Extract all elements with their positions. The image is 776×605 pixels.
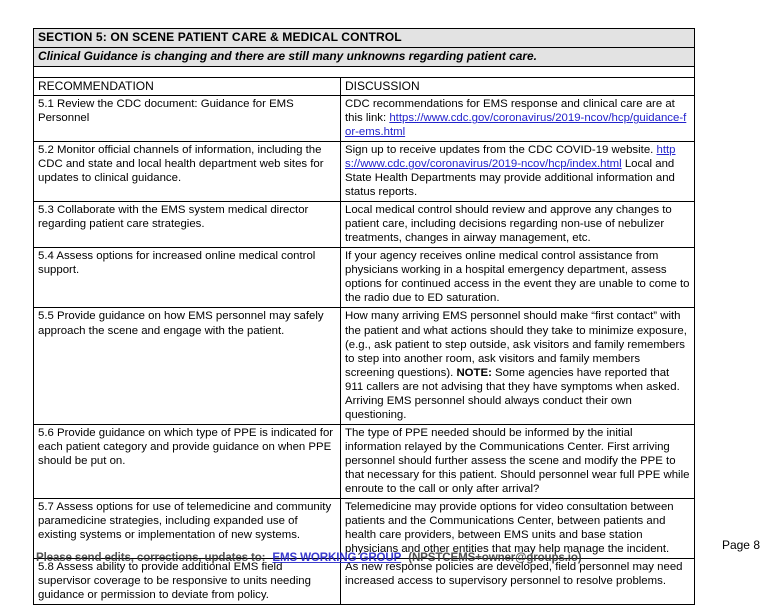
- table-row: [34, 96, 695, 142]
- recommendation-cell: 5.1 Review the CDC document: Guidance for EMS Personnel: [34, 96, 341, 142]
- table-row: [34, 142, 695, 202]
- recommendation-cell: 5.7 Assess options for use of telemedicine and community paramedicine strategies, including expanded use of existing systems or implementation of new systems.: [34, 498, 341, 558]
- ems-working-group-link[interactable]: EMS WORKING GROUP: [272, 551, 402, 564]
- table-row: [34, 202, 695, 248]
- footer-email: (NPSTCEMS+owner@groups.io): [408, 551, 582, 564]
- discussion-text-after: Local and State Health Departments may provide additional information and status reports.: [345, 158, 675, 199]
- recommendation-cell: 5.4 Assess options for increased online medical control support.: [34, 248, 341, 308]
- column-header-row: [34, 77, 695, 96]
- section-title-row: [34, 29, 695, 48]
- table-row: [34, 558, 695, 604]
- table-row: [34, 424, 695, 498]
- recommendation-cell: 5.3 Collaborate with the EMS system medical director regarding patient care strategies.: [34, 202, 341, 248]
- table-row: [34, 498, 695, 558]
- recommendation-cell: 5.2 Monitor official channels of information, including the CDC and state and local health department web sites for updates to clinical guidance.: [34, 142, 341, 202]
- note-label: NOTE:: [456, 366, 492, 379]
- discussion-cell: [341, 308, 695, 424]
- section-subtitle: Clinical Guidance is changing and there are still many unknowns regarding patient care.: [34, 47, 695, 66]
- column-header-discussion: DISCUSSION: [341, 77, 695, 96]
- section-subtitle-row: [34, 47, 695, 66]
- discussion-cell: Local medical control should review and approve any changes to patient care, including decisions regarding non-use of nebulizer treatments, changes in airway management, etc.: [341, 202, 695, 248]
- table-row: [34, 308, 695, 424]
- column-header-recommendation: RECOMMENDATION: [34, 77, 341, 96]
- spacer-row: [34, 66, 695, 77]
- discussion-cell: If your agency receives online medical control assistance from physicians working in a hospital emergency department, assess options for continued access in the event they are unable to come to the radio due to ED saturation.: [341, 248, 695, 308]
- discussion-cell: The type of PPE needed should be informed by the initial information relayed by the Communications Center. First arriving personnel should further assess the scene and modify the PPE to that necessary for this patient. Should personnel wear full PPE while enroute to the call or only after arrival?: [341, 424, 695, 498]
- recommendation-cell: 5.6 Provide guidance on which type of PPE is indicated for each patient category and provide guidance on when PPE should be put on.: [34, 424, 341, 498]
- footer-contact-overlay: [36, 551, 676, 564]
- table-row: [34, 248, 695, 308]
- discussion-cell: [341, 142, 695, 202]
- spacer-cell: [34, 66, 695, 77]
- external-link[interactable]: https://www.cdc.gov/coronavirus/2019-ncov/hcp/guidance-for-ems.html: [345, 112, 687, 139]
- page-number: Page 8: [721, 538, 760, 552]
- discussion-cell: As new response policies are developed, field personnel may need increased access to supervisory personnel to resolve problems.: [341, 558, 695, 604]
- recommendations-table: [33, 28, 695, 605]
- discussion-text: Sign up to receive updates from the CDC COVID-19 website.: [345, 144, 654, 157]
- footer-prefix: Please send edits, corrections, updates to:: [36, 551, 266, 564]
- recommendation-cell: 5.5 Provide guidance on how EMS personnel may safely approach the scene and engage with the patient.: [34, 308, 341, 424]
- section-title: SECTION 5: ON SCENE PATIENT CARE & MEDICAL CONTROL: [34, 29, 695, 48]
- note-text: Some agencies have reported that 911 callers are not advising that they have symptoms when asked. Arriving EMS personnel should always conduct their own questioning.: [345, 366, 680, 421]
- discussion-cell: Telemedicine may provide options for video consultation between patients and the Communications Center, between patients and health care providers, between EMS units and base station physicians and other entities that may help manage the incident.: [341, 498, 695, 558]
- discussion-cell: [341, 96, 695, 142]
- discussion-text: How many arriving EMS personnel should make “first contact” with the patient and what actions should they take to minimize exposure, (e.g., ask patient to step outside, ask visitors and family remembers to step into another room, ask visitors and family members screening questions).: [345, 310, 687, 379]
- recommendation-cell: 5.8 Assess ability to provide additional EMS field supervisor coverage to be responsive to units needing guidance or permission to deviate from policy.: [34, 558, 341, 604]
- discussion-text: CDC recommendations for EMS response and clinical care are at this link:: [345, 98, 675, 125]
- external-link[interactable]: https://www.cdc.gov/coronavirus/2019-ncov/hcp/index.html: [345, 144, 676, 171]
